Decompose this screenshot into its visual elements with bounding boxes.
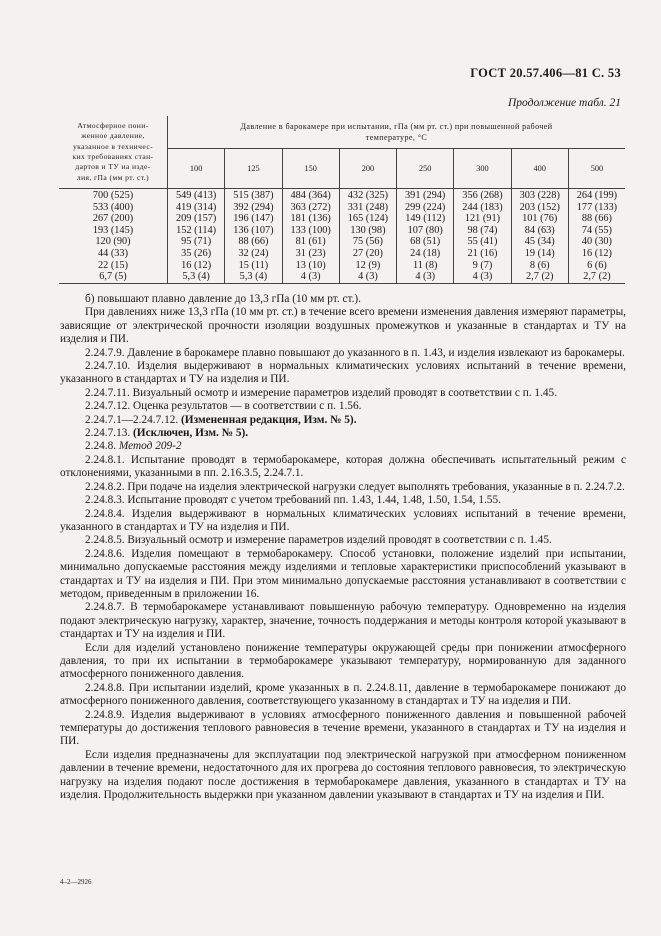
left-header-line: дартов и ТУ на изде- [75,162,151,172]
paragraph [60,642,626,682]
chamber-pressure-column [454,189,511,284]
table-cell: 177 (133) [576,201,618,213]
table-cell: 81 (61) [295,236,326,248]
table-cell: 68 (51) [410,236,441,248]
paragraph-text: При давлениях ниже 13,3 гПа (10 мм рт. ст.) в течение всего времени изменения давления измеряют параметры, зависящие от электрической прочности изоляции воздушных промежутков и указанные в стандартах и ТУ на изделия и ПИ. [60,306,626,346]
paragraph [60,682,626,709]
table-cell: 133 (100) [290,224,331,236]
amendment-note: (Исключен, Изм. № 5). [133,427,249,440]
table-cell: 363 (272) [290,201,331,213]
chamber-pressure-column [511,189,568,284]
table-cell: 44 (33) [97,247,129,259]
paragraph [60,749,626,803]
table-cell: 55 (41) [467,236,498,248]
table-cell: 4 (3) [472,271,493,283]
table-cell: 392 (294) [233,201,274,213]
table-cell: 107 (80) [407,224,443,236]
table-cell: 12 (9) [355,259,381,271]
paragraph-text: 2.24.8. [85,440,119,453]
table-cell: 19 (14) [524,247,555,259]
paragraph-text: 2.24.8.5. Визуальный осмотр и измерение параметров изделий проводят в соответствии с п. 1.45. [85,534,552,547]
table-cell: 101 (76) [522,213,558,225]
table-cell: 165 (124) [347,213,389,225]
paragraph [60,387,626,400]
table-cell: 196 (147) [233,213,274,225]
table-cell: 193 (145) [92,224,134,236]
table-cell: 6,7 (5) [99,271,127,283]
left-header-line: лия, гПа (мм рт. ст.) [76,172,150,182]
table-continuation: Продолжение табл. 21 [508,97,621,109]
table-cell: 331 (248) [347,201,389,213]
paragraph-text: 2.24.8.9. Изделия выдерживают в условиях атмосферного пониженного давления и повышенной рабочей температуры до достижения теплового равновесия в течение времени, указанного в стандартах и ТУ на изделия и ПИ. [60,708,626,748]
table-cell: 16 (12) [181,259,212,271]
table-cell: 391 (294) [405,190,446,201]
top-header-line: Давление в барокамере при испытании, гПа (мм рт. ст.) при повышенной рабочей [240,122,553,132]
table-cell: 152 (114) [176,224,217,236]
paragraph-text: 2.24.8.2. При подаче на изделия электрической нагрузки следует выполнять требования, указанные в п. 2.24.7.2. [85,480,625,493]
paragraph-text: 2.24.8.1. Испытание проводят в термобарокамере, которая должна обеспечивать испытательный режим с отклонениями, указанными в пп. 2.16.3.5, 2.24.7.1. [60,453,626,480]
table-cell: 31 (23) [295,247,326,259]
paragraph-text: 2.24.8.8. При испытании изделий, кроме указанных в п. 2.24.8.11, давление в термобарокамере понижают до атмосферного пониженного давления, соответствующего указанному в стандартах и ТУ на изделия и ПИ. [60,681,626,708]
table-cell: 121 (91) [464,213,501,225]
table-cell: 84 (63) [524,224,555,236]
temperature-header: 500 [568,149,625,189]
table-cell: 5,3 (4) [239,271,268,283]
table-cell: 4 (3) [415,271,436,283]
chamber-pressure-column [568,189,625,284]
table-cell: 32 (24) [238,247,269,259]
table-cell: 2,7 (2) [583,271,611,283]
paragraph-text: 2.24.8.7. В термобарокамере устанавливают повышенную рабочую температуру. Одновременно на изделия подают электрическую нагрузку, характер, значение, точность поддержания и методы контроля которой указывают в стандартах и ТУ на изделия и ПИ. [60,601,626,641]
paragraph [60,454,626,481]
table-cell: 4 (3) [300,271,321,283]
paragraph [60,548,626,602]
left-header-line: указанное в техничес- [72,141,154,151]
paragraph-text: 2.24.7.1—2.24.7.12. [85,413,182,426]
paragraph-text: б) повышают плавно давление до 13,3 гПа (10 мм рт. ст.). [85,293,361,305]
table-cell: 5,3 (4) [182,271,210,283]
table-cell: 11 (8) [412,259,438,271]
chamber-pressure-column [168,189,225,284]
table-cell: 15 (11) [238,259,269,271]
table-cell: 45 (34) [524,236,555,248]
chamber-pressure-column [225,189,282,284]
page-header: ГОСТ 20.57.406—81 С. 53 [470,66,621,80]
table-cell: 6 (6) [587,259,607,271]
paragraph-text: 2.24.7.12. Оценка результатов — в соответствии с п. 1.56. [85,400,362,413]
temperature-header: 150 [282,149,339,189]
table-cell: 9 (7) [472,259,493,271]
table-cell: 700 (525) [92,190,134,201]
table-cell: 74 (55) [581,224,612,236]
table-cell: 244 (183) [462,201,503,213]
table-cell: 88 (66) [238,236,269,248]
table-cell: 16 (12) [581,247,612,259]
left-header-line: Атмосферное пони- [77,121,149,131]
paragraph-text: 2.24.7.9. Давление в барокамере плавно повышают до указанного в п. 1.43, и изделия извлекают из барокамеры. [85,346,625,359]
paragraph-text: Если для изделий установлено понижение температуры окружающей среды при понижении атмосферного давления, то при их испытании в термобарокамере указывают температуру, нормированную для заданного атмосферного пониженного давления. [60,641,626,681]
amendment-note: (Измененная редакция, Изм. № 5). [181,413,357,426]
paragraph [60,534,626,547]
table-cell: 299 (224) [405,201,446,213]
paragraph-text: 2.24.8.4. Изделия выдерживают в нормальных климатических условиях испытаний в течение времени, указанного в стандартах и ТУ на изделия и ПИ. [60,507,626,533]
table-cell: 95 (71) [181,236,212,248]
table-cell: 149 (112) [405,213,446,225]
paragraph [60,508,626,535]
table-cell: 484 (364) [290,190,331,201]
table-cell: 22 (15) [97,259,129,271]
method-name: Метод 209-2 [118,440,182,453]
table-cell: 533 (400) [92,201,134,213]
table-cell: 2,7 (2) [526,271,554,283]
paragraph [60,360,626,387]
paragraph [60,347,626,360]
footer-code: 4–2—2926 [60,878,92,886]
temperature-header: 200 [339,149,396,189]
table-cell: 4 (3) [358,271,378,283]
table-cell: 356 (268) [462,190,503,201]
table-cell: 120 (90) [95,236,131,248]
table-cell: 75 (56) [352,236,383,248]
temperature-header: 125 [225,149,282,189]
body-text [60,293,626,802]
table-cell: 24 (18) [410,247,441,259]
temperature-header: 100 [168,149,225,189]
paragraph-text: 2.24.7.11. Визуальный осмотр и измерение параметров изделий проводят в соответствии с п. 1.45. [85,386,558,399]
paragraph [60,427,626,440]
table-cell: 267 (200) [92,213,134,225]
table-cell: 209 (157) [175,213,217,225]
table-cell: 40 (30) [581,236,612,248]
table-cell: 130 (98) [350,224,386,236]
paragraph-text: Если изделия предназначены для эксплуатации под электрической нагрузкой при атмосферном пониженном давлении в течение времени, недостаточного для их прогрева до состояния теплового равновесия, то электрическую нагрузку на изделия подают после достижения в термобарокамере давления, указанного в стандартах и ТУ на изделия. Продолжительность выдержки при указанном давлении указывают в стандартах и ТУ на изделия и ПИ. [60,748,626,802]
table-cell: 98 (74) [467,224,498,236]
table-cell: 303 (228) [519,190,560,201]
table-cell: 21 (16) [467,247,498,259]
paragraph [60,293,626,306]
pressure-table [59,116,625,284]
table-cell: 203 (152) [519,201,560,213]
paragraph-text: 2.24.7.13. [85,427,134,440]
temperature-header: 250 [397,149,454,189]
table-cell: 264 (199) [576,190,618,201]
table-cell: 13 (10) [295,259,326,271]
table-data-block [59,189,625,284]
left-header-line: ких требованиях стан- [72,152,154,161]
paragraph [60,440,626,453]
chamber-pressure-column [339,189,396,284]
paragraph [60,414,626,427]
paragraph-text: 2.24.8.6. Изделия помещают в термобарокамеру. Способ установки, положение изделий при испытании, минимально допускаемые расстояния между изделиями и тепловые характеристики приспособлений указывают в стандартах и ТУ на изделия и ПИ. При этом минимально допускаемые расстояния устанавливают в соответствии с методом, приведенным в приложении 16. [60,547,626,600]
top-header-line: температуре, °С [365,133,428,143]
table-cell: 432 (325) [347,190,389,201]
paragraph [60,601,626,641]
table-cell: 181 (136) [290,213,331,225]
left-header-line: женное давление, [81,131,145,141]
paragraph-text: 2.24.8.3. Испытание проводят с учетом требований пп. 1.43, 1.44, 1.48, 1.50, 1.54, 1.55. [85,494,501,507]
table-top-header [168,116,626,149]
paragraph [60,306,626,346]
table-cell: 515 (387) [233,190,274,201]
temperature-header: 400 [511,149,568,189]
paragraph [60,400,626,413]
table-cell: 88 (66) [581,213,612,225]
table-cell: 136 (107) [233,224,274,236]
chamber-pressure-column [282,189,339,284]
table-cell: 27 (20) [352,247,383,259]
paragraph [60,494,626,507]
chamber-pressure-column [397,189,454,284]
atmospheric-pressure-column [59,189,168,284]
table-left-header [59,116,168,189]
paragraph [60,709,626,749]
paragraph-text: 2.24.7.10. Изделия выдерживают в нормальных климатических условиях испытаний в течение времени, указанного в стандартах и ТУ на изделия и ПИ. [60,360,626,386]
table-cell: 419 (314) [175,201,217,213]
temperature-header: 300 [454,149,511,189]
table-cell: 35 (26) [181,247,212,259]
table-cell: 8 (6) [529,259,550,271]
table-cell: 549 (413) [175,190,217,201]
paragraph [60,481,626,494]
